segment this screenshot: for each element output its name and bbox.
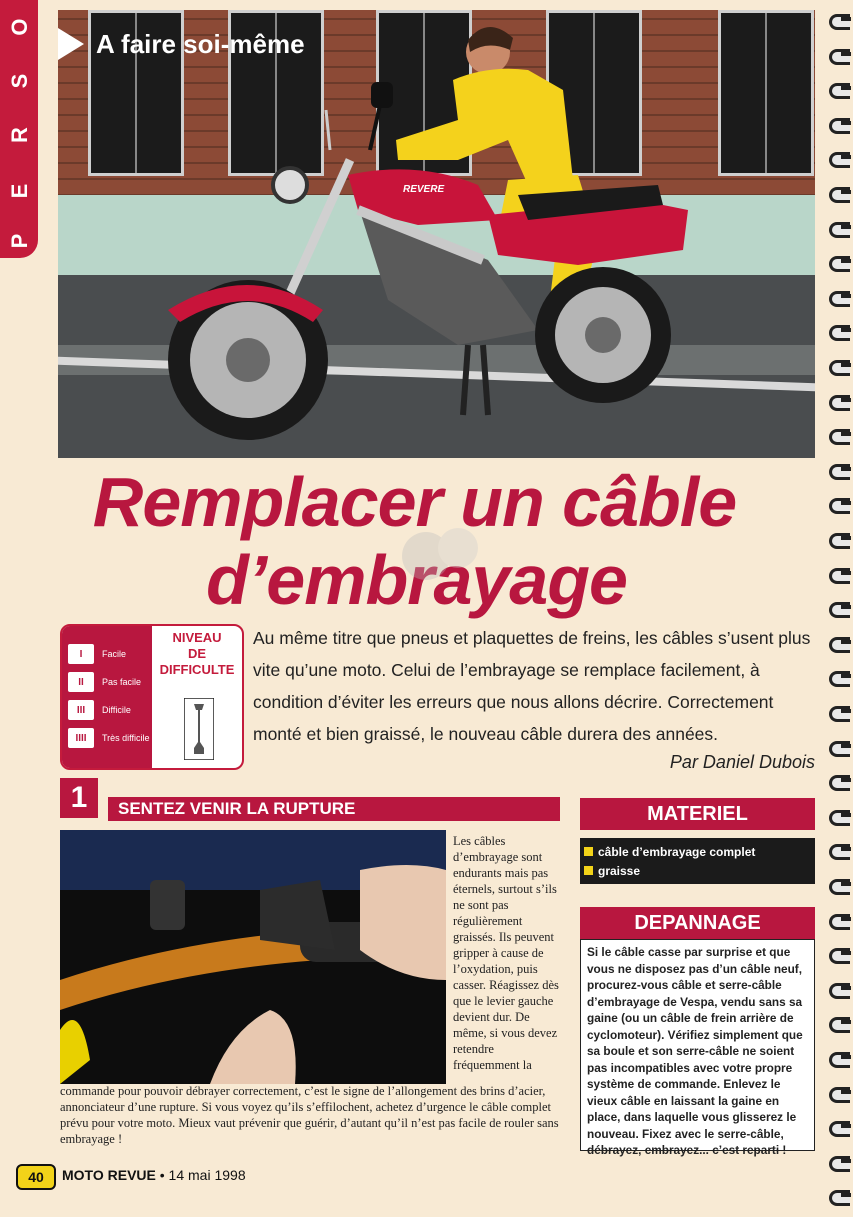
list-item xyxy=(584,861,815,880)
difficulty-heading-line: DE xyxy=(187,646,207,661)
difficulty-label: Pas facile xyxy=(102,677,142,687)
difficulty-level xyxy=(68,700,152,720)
watermark-logo xyxy=(398,518,488,598)
kicker xyxy=(58,28,305,60)
difficulty-heading-line: DIFFICULTE xyxy=(159,662,235,677)
spiral-ring xyxy=(825,981,851,995)
spiral-ring xyxy=(825,1188,851,1202)
difficulty-label: Difficile xyxy=(102,705,131,715)
spiral-ring xyxy=(825,289,851,303)
depannage-heading: DEPANNAGE xyxy=(580,907,815,939)
section-tab-perso xyxy=(0,0,38,258)
list-item xyxy=(584,842,815,861)
spiral-ring xyxy=(825,912,851,926)
magazine-footer xyxy=(62,1167,246,1183)
spiral-ring xyxy=(825,254,851,268)
spiral-ring xyxy=(825,427,851,441)
spiral-ring xyxy=(825,358,851,372)
byline: Par Daniel Dubois xyxy=(669,752,815,772)
handlebar-photo xyxy=(60,830,446,1084)
spiral-ring xyxy=(825,842,851,856)
difficulty-heading xyxy=(154,630,240,678)
depannage-text: Si le câble casse par surprise et que vous ne disposez pas d’un câble neuf, procurez-vous câble et serre-câble d’embrayage de Vespa, vendu sans sa gaine (ou un câble de frein arrière de cyclomoteur). Vérifiez simplement que sa boule et son serre-câble ne soient pas incompatibles avec votre propre système de commande. Enlevez le vieux câble en laissant la gaine en place, dans laquelle vous glisserez le nouveau. Fixez avec le serre-câble, débrayez, embrayez... c’est reparti ! xyxy=(587,945,803,1157)
spiral-ring xyxy=(825,462,851,476)
tab-letter: P xyxy=(7,233,32,249)
difficulty-level xyxy=(68,672,152,692)
step-body-continued xyxy=(60,1083,560,1147)
play-arrow-icon xyxy=(58,28,84,60)
spiral-ring xyxy=(825,12,851,26)
spiral-ring xyxy=(825,773,851,787)
spiral-ring xyxy=(825,808,851,822)
difficulty-label: Facile xyxy=(102,649,127,659)
spiral-ring xyxy=(825,1015,851,1029)
materiel-heading: MATERIEL xyxy=(580,798,815,830)
magazine-name: MOTO REVUE xyxy=(62,1167,156,1183)
difficulty-heading-line: NIVEAU xyxy=(172,630,222,645)
motorcycle-rider-illustration xyxy=(58,10,815,458)
step-heading: SENTEZ VENIR LA RUPTURE xyxy=(108,797,560,821)
difficulty-level xyxy=(68,644,152,664)
spiral-ring xyxy=(825,531,851,545)
spiral-ring xyxy=(825,635,851,649)
wrench-icon: III xyxy=(68,700,94,720)
spiral-ring xyxy=(825,739,851,753)
spiral-ring xyxy=(825,393,851,407)
bullet-icon xyxy=(584,847,593,856)
tank-logo: REVERE xyxy=(403,184,445,195)
intro-paragraph xyxy=(253,622,823,750)
step-number: 1 xyxy=(60,778,98,818)
materiel-list xyxy=(580,838,815,884)
article-title-line2: d’embrayage xyxy=(206,541,627,619)
tab-letter: R xyxy=(7,127,32,143)
spiral-ring xyxy=(825,877,851,891)
step-body-text: Les câbles d’embrayage sont endurants mais pas éternels, surtout s’ils ne sont pas régulièrement graissés. Ils peuvent gripper à cause de l’oxydation, puis casser. Réagissez dès que le levier gauche devient dur. De même, si vous devez retendre fréquemment la xyxy=(453,834,559,1072)
hero-photo xyxy=(58,10,815,458)
article-title-line1: Remplacer un câble xyxy=(92,463,737,541)
spiral-ring xyxy=(825,566,851,580)
spiral-ring xyxy=(825,185,851,199)
difficulty-box xyxy=(60,624,244,770)
spiral-ring xyxy=(825,323,851,337)
step-body-column xyxy=(453,833,561,1073)
wrench-icon: II xyxy=(68,672,94,692)
page-number: 40 xyxy=(16,1164,56,1190)
tab-letter: S xyxy=(7,73,32,89)
materiel-item-label: graisse xyxy=(598,863,641,878)
issue-date: • 14 mai 1998 xyxy=(159,1167,246,1183)
spiral-ring xyxy=(825,150,851,164)
wrench-icon: IIII xyxy=(68,728,94,748)
spiral-ring xyxy=(825,496,851,510)
spiral-ring xyxy=(825,47,851,61)
step-body-text: commande pour pouvoir débrayer correctement, c’est le signe de l’allongement des brins d’acier, annonciateur d’une rupture. Si vous voyez qu’ils s’effilochent, achetez d’urgence le câble complet prévu pour votre moto. Mieux vaut prévenir que guérir, d’autant qu’il n’est pas facile de rouler sans embrayage ! xyxy=(60,1084,559,1146)
spiral-ring xyxy=(825,1154,851,1168)
kicker-text: A faire soi-même xyxy=(96,28,305,59)
tab-letter: E xyxy=(7,183,32,199)
spiral-ring xyxy=(825,1119,851,1133)
spiral-ring xyxy=(825,116,851,130)
wrench-icon: I xyxy=(68,644,94,664)
spiral-ring xyxy=(825,220,851,234)
spiral-ring xyxy=(825,704,851,718)
spiral-ring xyxy=(825,1085,851,1099)
spiral-ring xyxy=(825,600,851,614)
bullet-icon xyxy=(584,866,593,875)
difficulty-scale xyxy=(62,626,152,768)
materiel-item-label: câble d’embrayage complet xyxy=(598,844,756,859)
intro-text: Au même titre que pneus et plaquettes de freins, les câbles s’usent plus vite qu’une moto. Celui de l’embrayage se remplace facilement, à condition d’éviter les erreurs que nous allons décrire. Correctement monté et bien graissé, le nouveau câble durera des années. xyxy=(253,628,811,744)
spiral-ring xyxy=(825,946,851,960)
depannage-box xyxy=(580,939,815,1157)
spiral-ring xyxy=(825,81,851,95)
spiral-ring xyxy=(825,669,851,683)
difficulty-label: Très difficile xyxy=(102,733,150,743)
wrench-icon xyxy=(184,698,214,760)
tab-letter: O xyxy=(7,18,32,36)
difficulty-level xyxy=(68,728,152,748)
spiral-ring xyxy=(825,1050,851,1064)
